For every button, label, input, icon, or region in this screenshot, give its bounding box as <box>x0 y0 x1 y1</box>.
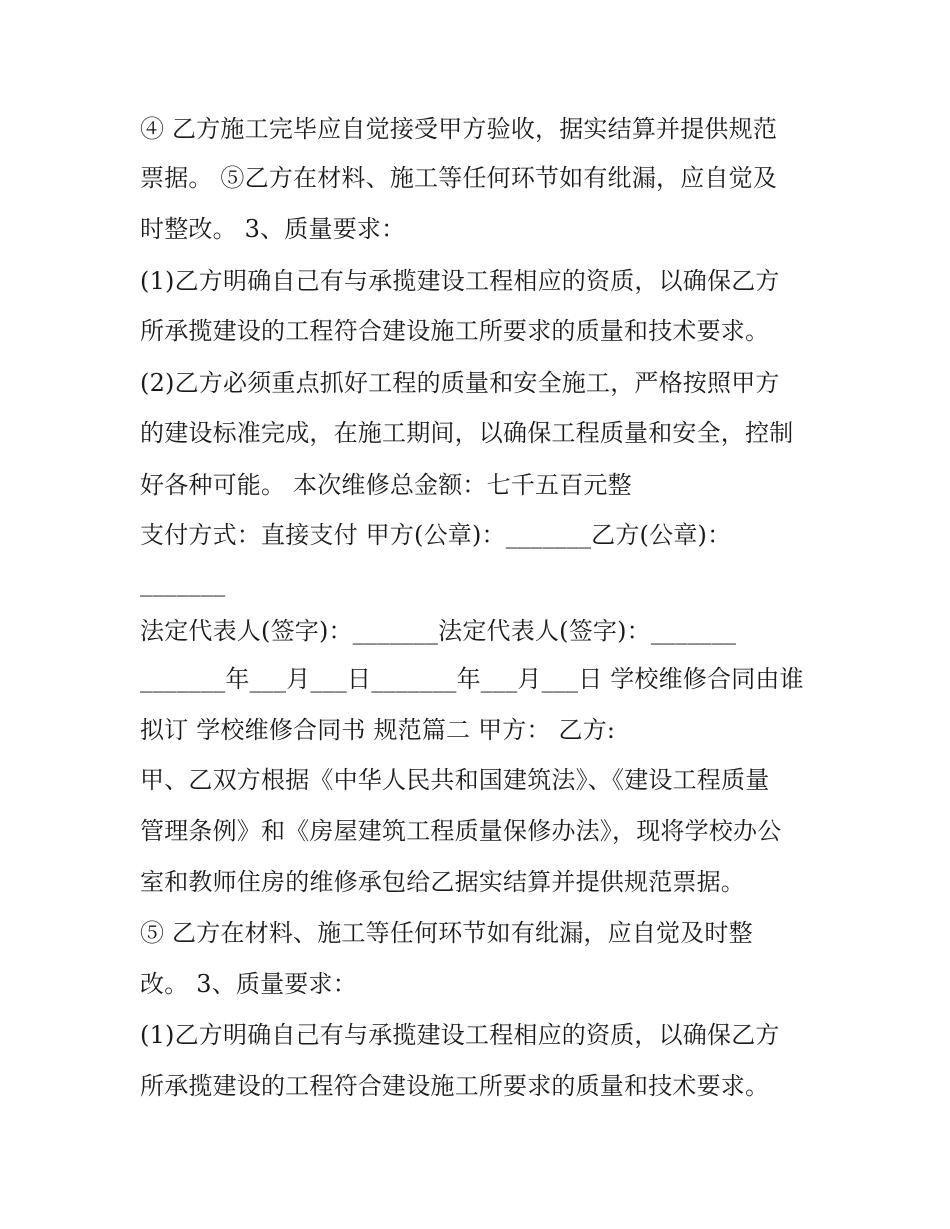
text-line: 拟订 学校维修合同书 规范篇二 甲方： 乙方: <box>140 716 616 744</box>
text-line: 票据。 ⑤乙方在材料、施工等任何环节如有纰漏，应自觉及 <box>140 164 778 192</box>
text-line: 好各种可能。 本次维修总金额：七千五百元整 <box>140 471 632 499</box>
text-line: 改。 3、质量要求： <box>140 970 357 998</box>
text-line: _______ <box>140 569 226 597</box>
text-line: 时整改。 3、质量要求： <box>140 215 406 243</box>
text-line: _______年___月___日_______年___月___日 学校维修合同由谁 <box>140 665 804 693</box>
text-line: 法定代表人(签字)：_______法定代表人(签字)：_______ <box>140 617 737 645</box>
text-line: 的建设标准完成，在施工期间，以确保工程质量和安全，控制 <box>140 419 794 447</box>
text-line: 甲、乙双方根据《中华人民共和国建筑法》、《建设工程质量 <box>140 766 770 794</box>
text-line: (1)乙方明确自己有与承揽建设工程相应的资质，以确保乙方 <box>140 1021 780 1049</box>
text-line: (2)乙方必须重点抓好工程的质量和安全施工，严格按照甲方 <box>140 369 780 397</box>
text-line: 管理条例》和《房屋建筑工程质量保修办法》，现将学校办公 <box>140 817 782 845</box>
text-line: 室和教师住房的维修承包给乙据实结算并提供规范票据。 <box>140 868 745 896</box>
text-line: ④ 乙方施工完毕应自觉接受甲方验收，据实结算并提供规范 <box>140 115 778 143</box>
text-line: 所承揽建设的工程符合建设施工所要求的质量和技术要求。 <box>140 1072 770 1100</box>
text-line: 所承揽建设的工程符合建设施工所要求的质量和技术要求。 <box>140 317 770 345</box>
text-line: 支付方式：直接支付 甲方(公章)：_______乙方(公章)： <box>140 521 732 549</box>
text-line: ⑤ 乙方在材料、施工等任何环节如有纰漏，应自觉及时整 <box>140 919 753 947</box>
text-line: (1)乙方明确自己有与承揽建设工程相应的资质，以确保乙方 <box>140 267 780 295</box>
